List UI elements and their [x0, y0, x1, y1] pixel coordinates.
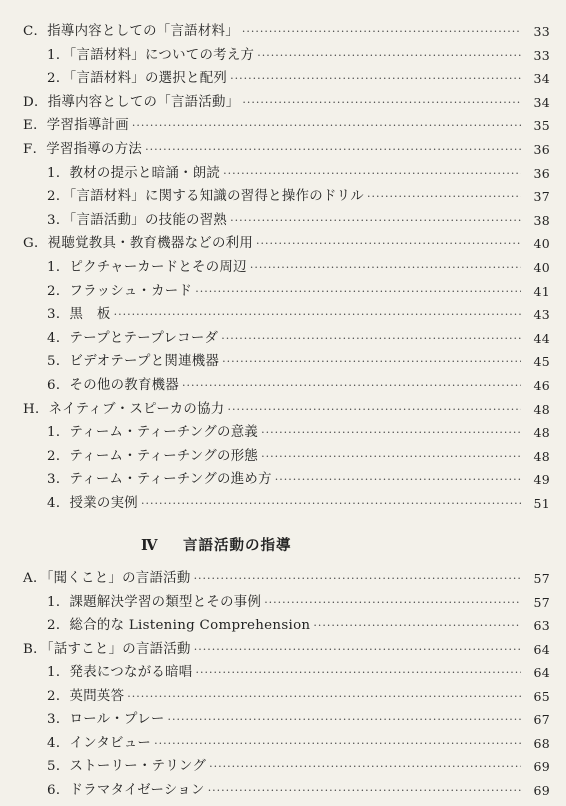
toc-entry-page: 33 [533, 24, 550, 39]
toc-entry[interactable] [0, 69, 566, 89]
leader-dots [250, 258, 521, 278]
toc-entry-page: 48 [533, 401, 550, 417]
leader-dots [313, 616, 521, 636]
leader-dots [154, 734, 521, 754]
toc-entry-label: 4．テープとテープレコーダ [47, 330, 219, 346]
toc-entry-label: 1．ティーム・ティーチングの意義 [47, 425, 259, 441]
toc-entry-label: 3．黒 板 [47, 307, 111, 323]
toc-entry-page: 57 [533, 571, 550, 586]
leader-dots [264, 593, 521, 613]
toc-entry[interactable] [0, 470, 566, 490]
toc-entry-page: 48 [533, 425, 550, 441]
toc-entry-label: 2．フラッシュ・カード [47, 283, 193, 299]
leader-dots [230, 211, 521, 231]
toc-entry[interactable] [0, 710, 566, 730]
toc-entry-label: 1．教材の提示と暗誦・朗読 [47, 165, 221, 181]
toc-entry-label: 2．総合的な Listening Comprehension [47, 618, 311, 634]
leader-dots [182, 376, 521, 396]
toc-entry[interactable] [0, 93, 566, 113]
leader-dots [223, 164, 521, 184]
toc-entry-page: 51 [533, 496, 550, 511]
leader-dots [257, 46, 521, 66]
leader-dots [228, 400, 521, 420]
toc-entry[interactable] [0, 46, 566, 66]
toc-entry-page: 33 [533, 47, 550, 63]
section-number: Ⅳ [141, 537, 159, 554]
toc-entry-page: 41 [533, 283, 550, 299]
toc-entry-label: 3．ティーム・ティーチングの進め方 [47, 472, 272, 488]
toc-entry-page: 40 [533, 260, 550, 275]
toc-entry[interactable] [0, 640, 566, 660]
toc-entry-page: 40 [533, 236, 550, 252]
toc-entry-label: 1．発表につながる暗唱 [47, 665, 193, 681]
toc-entry[interactable] [0, 376, 566, 396]
leader-dots [242, 93, 521, 113]
toc-entry-page: 69 [533, 782, 550, 798]
toc-entry[interactable] [0, 447, 566, 467]
toc-entry-page: 64 [533, 665, 550, 681]
leader-dots [195, 282, 521, 302]
leader-dots [261, 423, 521, 443]
toc-entry-label: 4．授業の実例 [47, 496, 138, 511]
toc-entry-label: 3．ロール・プレー [47, 712, 165, 728]
toc-entry-label: 1．課題解決学習の類型とその事例 [47, 594, 262, 610]
toc-entry-label: G．視聴覚教具・教育機器などの利用 [23, 236, 254, 252]
toc-entry-label: 6．その他の教育機器 [47, 378, 180, 393]
toc-entry[interactable] [0, 569, 566, 589]
leader-dots [208, 781, 521, 801]
toc-entry[interactable] [0, 352, 566, 372]
leader-dots [221, 329, 521, 349]
toc-entry-label: D．指導内容としての「言語活動」 [23, 94, 240, 110]
toc-entry[interactable] [0, 164, 566, 184]
toc-entry-label: 2．「言語材料」の選択と配列 [47, 71, 228, 87]
toc-entry[interactable] [0, 423, 566, 443]
toc-entry-page: 57 [533, 594, 550, 610]
toc-entry-page: 44 [533, 330, 550, 346]
toc-entry-label: 3．「言語活動」の技能の習熟 [47, 212, 228, 228]
toc-entry-label: 2．ティーム・ティーチングの形態 [47, 448, 259, 464]
toc-entry-label: 6．ドラマタイゼーション [47, 782, 205, 798]
leader-dots [132, 116, 521, 136]
toc-entry-page: 69 [533, 759, 550, 775]
leader-dots [367, 187, 521, 207]
toc-entry-label: 5．ビデオテープと関連機器 [47, 354, 220, 370]
toc-entry-page: 63 [533, 618, 550, 634]
toc-entry[interactable] [0, 305, 566, 325]
toc-entry-page: 64 [533, 641, 550, 657]
toc-entry-label: 2．英問英答 [47, 688, 125, 704]
leader-dots [168, 710, 521, 730]
toc-entry-page: 48 [533, 448, 550, 464]
toc-entry-label: 2．「言語材料」に関する知識の習得と操作のドリル [47, 189, 365, 205]
leader-dots [195, 663, 521, 683]
toc-entry-page: 68 [533, 735, 550, 751]
toc-entry[interactable] [0, 258, 566, 278]
leader-dots [222, 352, 521, 372]
toc-entry[interactable] [0, 734, 566, 754]
toc-entry[interactable] [0, 22, 566, 42]
toc-entry-page: 67 [533, 712, 550, 728]
toc-entry[interactable] [0, 494, 566, 514]
toc-entry-page: 38 [533, 212, 550, 228]
toc-entry-label: H．ネイティブ・スピーカの協力 [23, 401, 225, 417]
toc-entry[interactable] [0, 329, 566, 349]
leader-dots [209, 757, 521, 777]
toc-entry-label: 1．「言語材料」についての考え方 [47, 47, 255, 63]
toc-entry-page: 65 [533, 688, 550, 704]
toc-entry-label: 1．ピクチャーカードとその周辺 [47, 260, 247, 275]
toc-entry[interactable] [0, 663, 566, 683]
leader-dots [261, 447, 521, 467]
toc-entry-label: E．学習指導計画 [23, 118, 129, 134]
leader-dots [230, 69, 521, 89]
toc-entry[interactable] [0, 116, 566, 136]
leader-dots [127, 687, 521, 707]
toc-entry[interactable] [0, 616, 566, 636]
leader-dots [275, 470, 521, 490]
leader-dots [194, 569, 521, 589]
toc-entry-page: 36 [533, 165, 550, 181]
toc-entry[interactable] [0, 187, 566, 207]
toc-entry[interactable] [0, 781, 566, 801]
toc-entry-page: 46 [533, 378, 550, 393]
toc-entry-page: 35 [533, 118, 550, 134]
toc-entry-page: 49 [533, 472, 550, 488]
toc-entry[interactable] [0, 140, 566, 160]
leader-dots [194, 640, 521, 660]
toc-entry[interactable] [0, 282, 566, 302]
toc-entry[interactable] [0, 211, 566, 231]
toc-entry-page: 34 [533, 71, 550, 87]
toc-entry-page: 37 [533, 189, 550, 205]
toc-entry-label: C．指導内容としての「言語材料」 [23, 24, 239, 39]
toc-entry[interactable] [0, 400, 566, 420]
toc-entry-label: 5．ストーリー・テリング [47, 759, 207, 775]
toc-entry-label: F．学習指導の方法 [23, 142, 143, 157]
leader-dots [242, 22, 521, 42]
leader-dots [145, 140, 521, 160]
toc-entry-page: 36 [533, 142, 550, 157]
section-heading [0, 534, 566, 558]
leader-dots [141, 494, 521, 514]
toc-entry[interactable] [0, 687, 566, 707]
toc-entry-page: 43 [533, 307, 550, 323]
toc-entry-label: 4．インタビュー [47, 735, 152, 751]
toc-entry[interactable] [0, 593, 566, 613]
toc-entry-page: 34 [533, 94, 550, 110]
toc-entry-page: 45 [533, 354, 550, 370]
toc-entry-label: B．「話すこと」の言語活動 [23, 641, 191, 657]
leader-dots [256, 234, 521, 254]
toc-entry[interactable] [0, 757, 566, 777]
toc-entry[interactable] [0, 234, 566, 254]
leader-dots [114, 305, 521, 325]
toc-entry-label: A．「聞くこと」の言語活動 [23, 571, 191, 586]
section-title: 言語活動の指導 [183, 537, 292, 554]
